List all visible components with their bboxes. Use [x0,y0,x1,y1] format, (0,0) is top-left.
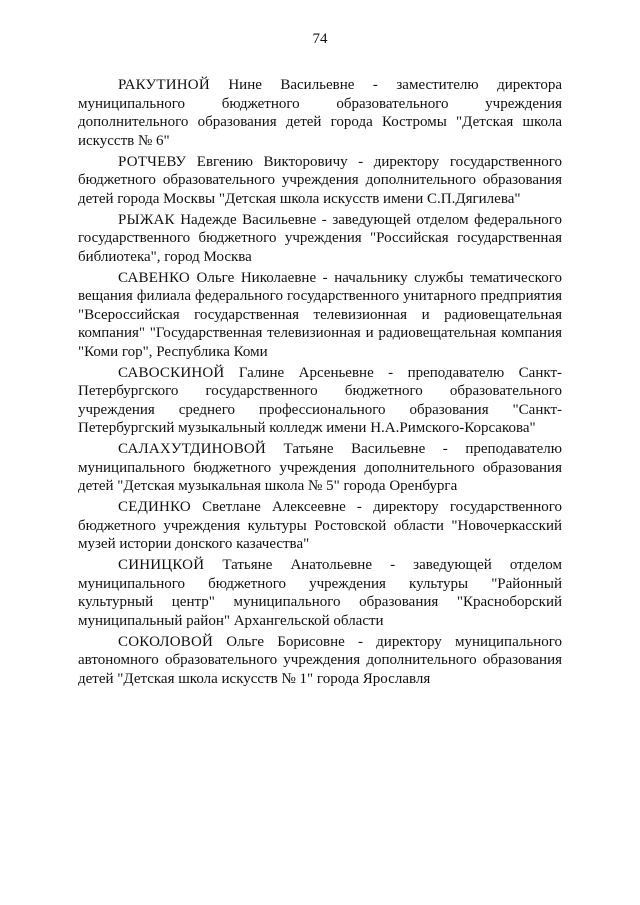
entry-sedinko [78,498,562,554]
entry-surname: СОКОЛОВОЙ [118,633,214,650]
entry-surname: САВОСКИНОЙ [118,364,225,381]
entry-text: Надежде Васильевне - заведующей отделом федерального государственного бюджетного учреждения "Российская государственная библиотека", город Москва [78,211,562,265]
entry-savenko [78,269,562,362]
entry-ryzhak [78,211,562,267]
page-number: 74 [312,31,328,47]
entry-surname: РОТЧЕВУ [118,153,187,170]
entry-text: Татьяне Васильевне - преподавателю муниципального бюджетного учреждения дополнительного образования детей "Детская музыкальная школа № 5" города Оренбурга [78,441,562,494]
entry-surname: РЫЖАК [118,211,175,228]
entry-sinitskaya [78,556,562,630]
entry-text: Евгению Викторовичу - директору государственного бюджетного образовательного учреждения дополнительного образования детей города Москвы "Детская школа искусств имени С.П.Дягилева" [78,153,562,207]
entry-text: Галине Арсеньевне - преподавателю Санкт-Петербургского государственного бюджетного образовательного учреждения среднего профессионального образования "Санкт-Петербургский музыкальный колледж имени Н.А.Римского-Корсакова" [78,364,562,436]
entry-rakutina [78,76,562,150]
entry-salakhutdinova [78,440,562,496]
entry-text: Татьяне Анатольевне - заведующей отделом муниципального бюджетного учреждения культуры "Районный культурный центр" муниципального образования "Красноборский муниципальный район" Архангельской области [78,557,562,629]
entry-text: Светлане Алексеевне - директору государственного бюджетного учреждения культуры Ростовской области "Новочеркасский музей истории донского казачества" [78,499,562,552]
entry-surname: РАКУТИНОЙ [118,77,210,93]
entry-surname: САВЕНКО [118,269,190,286]
entry-savoskina [78,364,562,438]
entry-sokolova [78,633,562,689]
entry-text: Ольге Борисовне - директору муниципального автономного образовательного учреждения дополнительного образования детей "Детская школа искусств № 1" города Ярославля [78,633,562,687]
entry-text: Ольге Николаевне - начальнику службы тематического вещания филиала федерального государственного унитарного предприятия "Всероссийская государственная телевизионная и радиовещательная компания" "Государственная телевизионная и радиовещательная компания "Коми гор", Республика Коми [78,269,562,360]
entry-surname: СИНИЦКОЙ [118,557,205,573]
entry-rotchev [78,153,562,209]
entry-surname: САЛАХУТДИНОВОЙ [118,441,266,457]
document-body [78,76,562,691]
entry-text: Нине Васильевне - заместителю директора муниципального бюджетного образовательного учреждения дополнительного образования детей города Костромы "Детская школа искусств № 6" [78,77,562,149]
entry-surname: СЕДИНКО [118,499,191,515]
